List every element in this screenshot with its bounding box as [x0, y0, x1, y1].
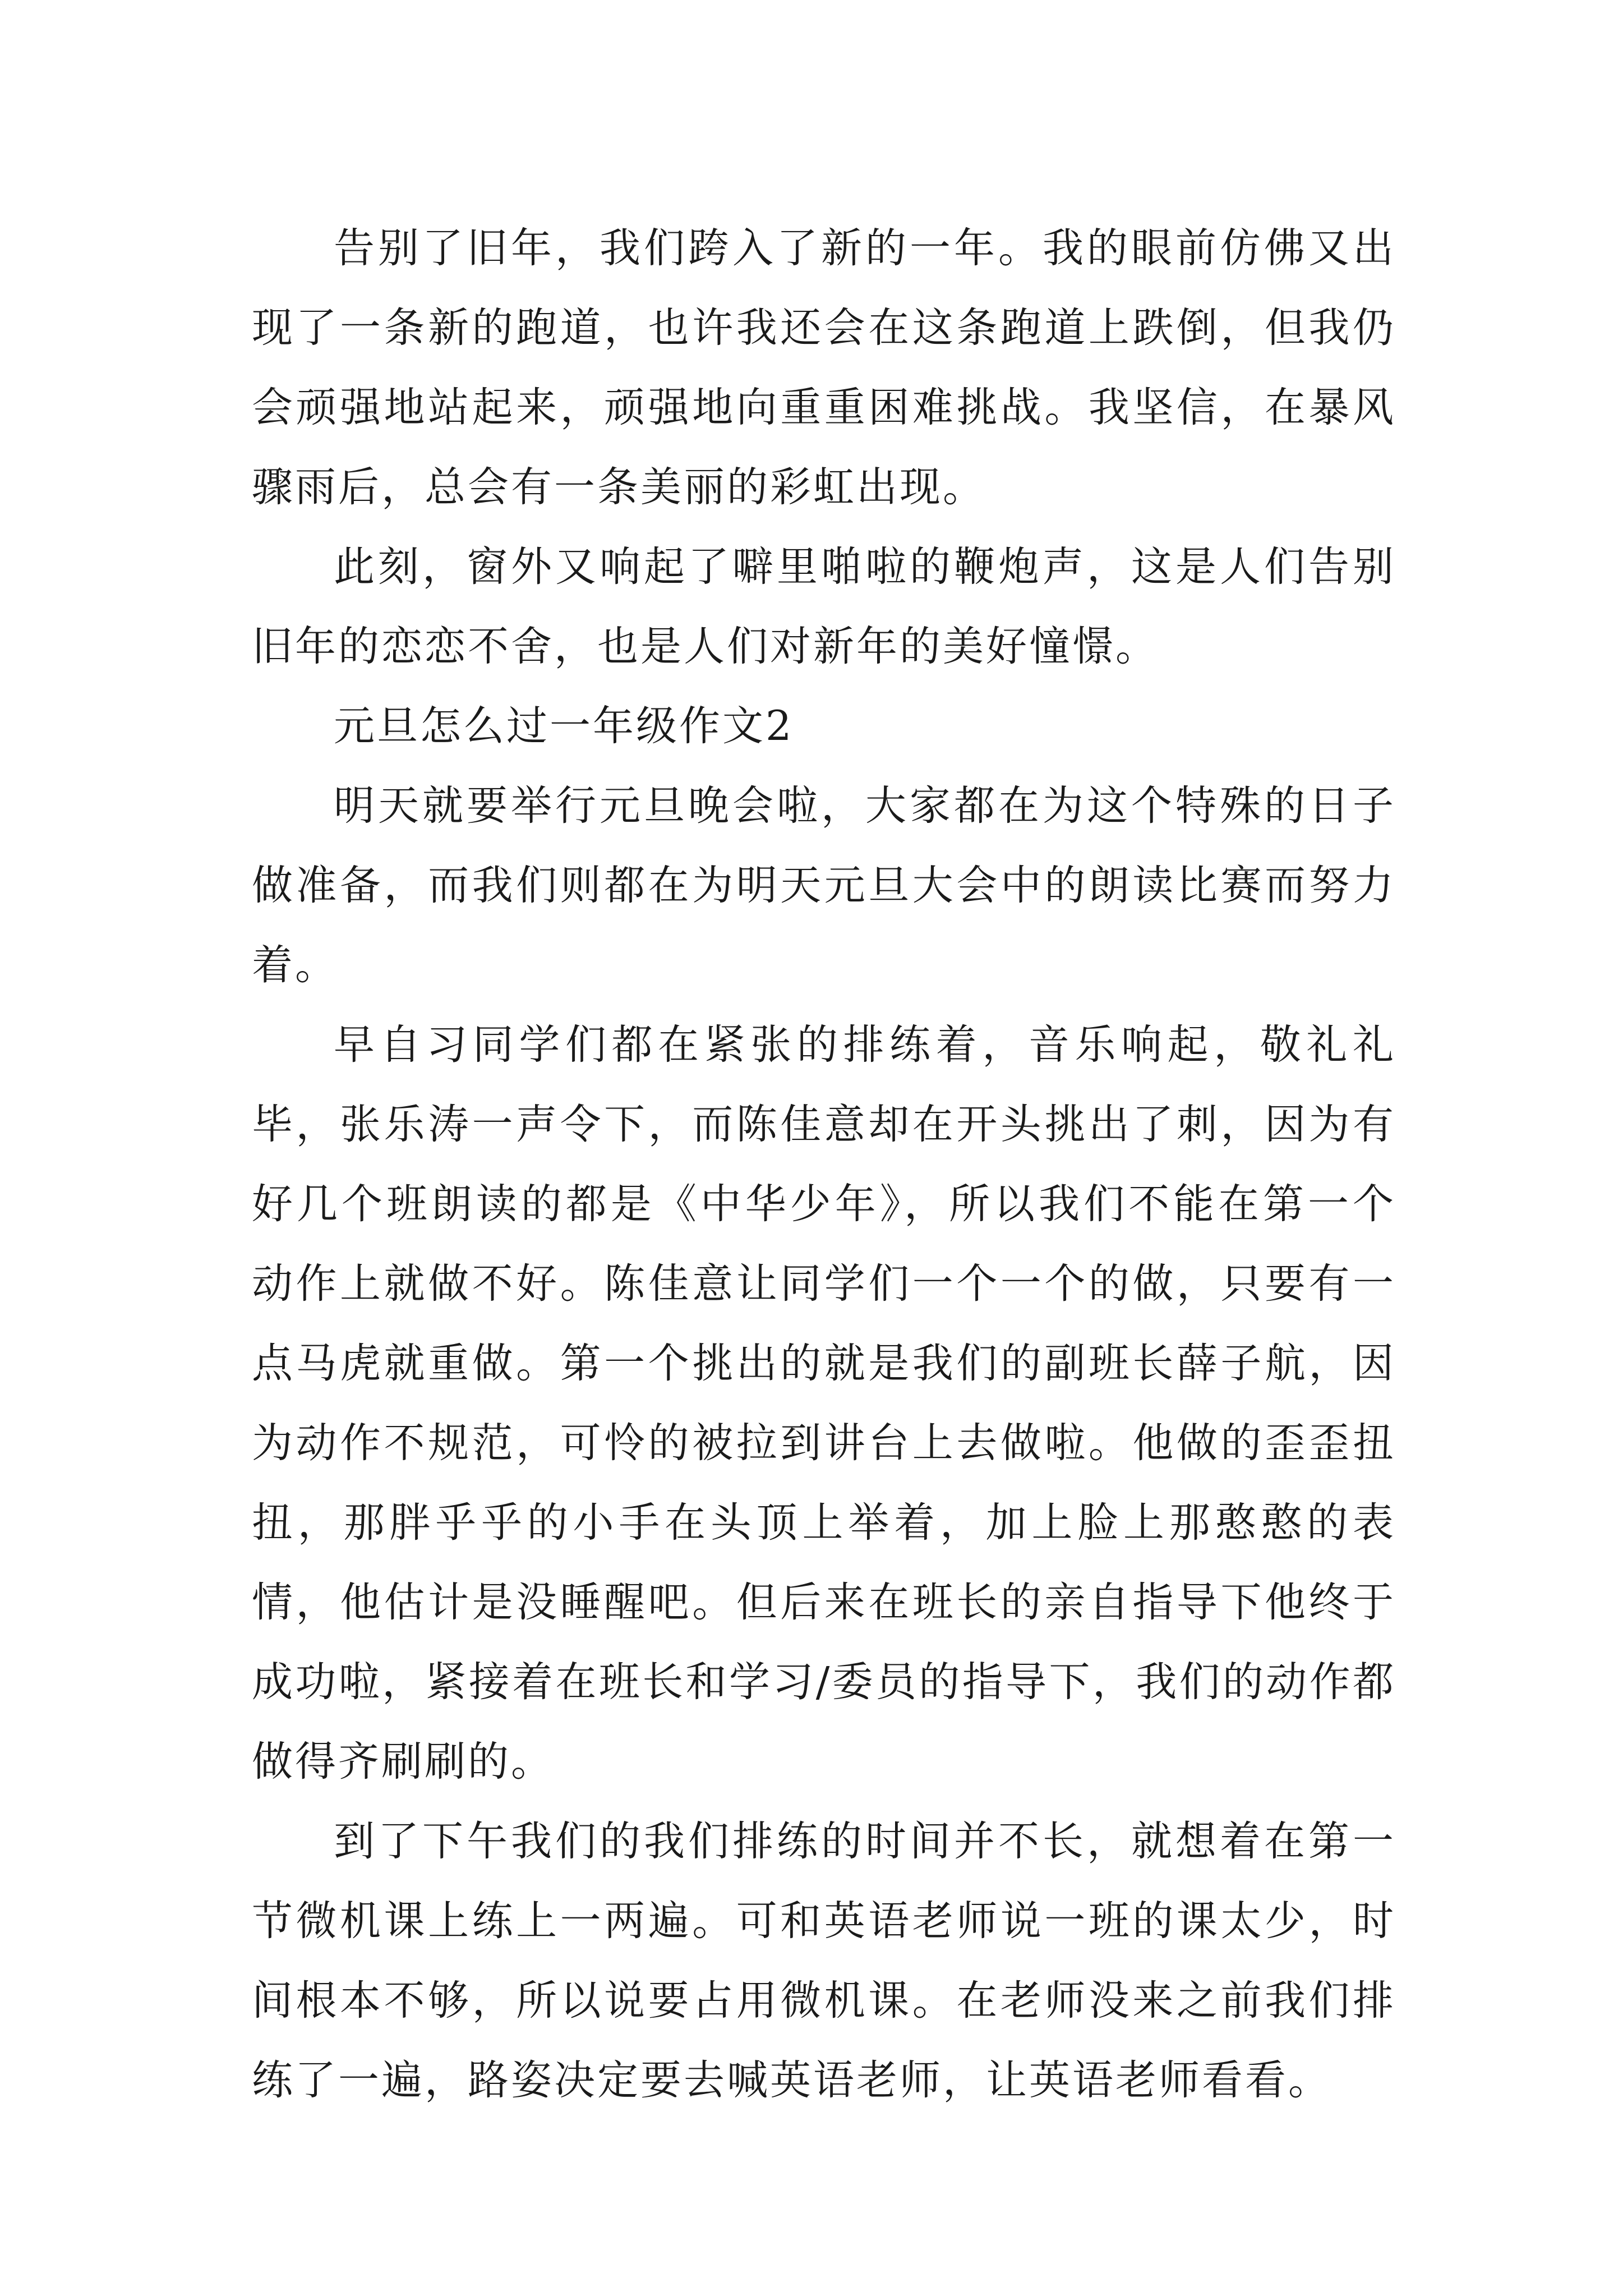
paragraph-new-year: 告别了旧年，我们跨入了新的一年。我的眼前仿佛又出现了一条新的跑道，也许我还会在这条跑道上跌倒，但我仍会顽强地站起来，顽强地向重重困难挑战。我坚信，在暴风骤雨后，总会有一条美丽的彩虹出现。: [252, 224, 1396, 511]
paragraph-morning-rehearsal: 早自习同学们都在紧张的排练着，音乐响起，敬礼礼毕，张乐涛一声令下，而陈佳意却在开头挑出了刺，因为有好几个班朗读的都是《中华少年》，所以我们不能在第一个动作上就做不好。陈佳意让同学们一个一个的做，只要有一点马虎就重做。第一个挑出的就是我们的副班长薛子航，因为动作不规范，可怜的被拉到讲台上去做啦。他做的歪歪扭扭，那胖乎乎的小手在头顶上举着，加上脸上那憨憨的表情，他估计是没睡醒吧。但后来在班长的亲自指导下他终于成功啦，紧接着在班长和学习/委员的指导下，我们的动作都做得齐刷刷的。: [252, 1021, 1396, 1786]
section-heading: 元旦怎么过一年级作文2: [334, 702, 794, 750]
paragraph-firecrackers: 此刻，窗外又响起了噼里啪啦的鞭炮声，这是人们告别旧年的恋恋不舍，也是人们对新年的美好憧憬。: [252, 543, 1396, 670]
paragraph-evening-party: 明天就要举行元旦晚会啦，大家都在为这个特殊的日子做准备，而我们则都在为明天元旦大会中的朗读比赛而努力着。: [252, 782, 1396, 989]
paragraph-afternoon-rehearsal: 到了下午我们的我们排练的时间并不长，就想着在第一节微机课上练上一两遍。可和英语老师说一班的课太少，时间根本不够，所以说要占用微机课。在老师没来之前我们排练了一遍，路姿决定要去喊英语老师，让英语老师看看。: [252, 1818, 1396, 2104]
essay-body: [252, 209, 1396, 2120]
